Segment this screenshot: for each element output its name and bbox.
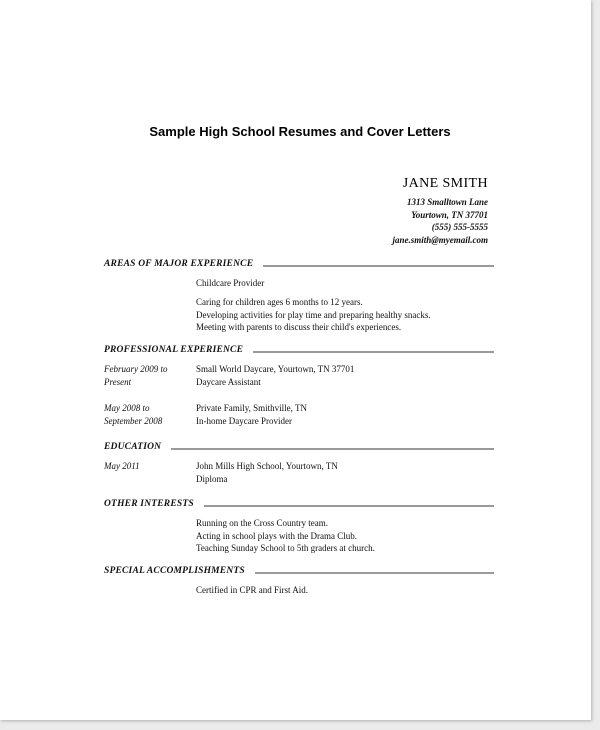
list-item: Teaching Sunday School to 5th graders at church.	[196, 543, 375, 553]
areas-bullets	[196, 296, 496, 334]
list-item: Running on the Cross Country team.	[196, 518, 328, 528]
section-divider	[171, 448, 494, 450]
job-dates-start: May 2008 to	[104, 403, 150, 413]
section-heading-education	[104, 440, 494, 454]
job-dates-end: September 2008	[104, 415, 163, 426]
job-details	[196, 363, 496, 388]
email-address: jane.smith@myemail.com	[392, 234, 488, 245]
accomplishments-list	[196, 584, 496, 597]
list-item: Certified in CPR and First Aid.	[196, 585, 309, 595]
job-dates-end: Present	[104, 376, 132, 387]
education-credential: Diploma	[196, 473, 228, 484]
interests-list	[196, 517, 496, 555]
list-item: Acting in school plays with the Drama Club.	[196, 530, 357, 541]
job-title: Daycare Assistant	[196, 376, 261, 387]
phone-number: (555) 555-5555	[431, 222, 488, 232]
contact-block	[393, 176, 488, 246]
section-heading-interests	[104, 497, 494, 511]
section-heading-label: SPECIAL ACCOMPLISHMENTS	[104, 566, 245, 576]
section-divider	[253, 351, 494, 353]
address-line-1: 1313 Smalltown Lane	[406, 197, 488, 207]
section-heading-label: PROFESSIONAL EXPERIENCE	[104, 345, 244, 355]
section-divider	[255, 572, 494, 574]
section-divider	[263, 265, 494, 267]
address-line-2: Yourtown, TN 37701	[411, 209, 488, 220]
applicant-name: JANE SMITH	[402, 176, 488, 191]
list-item: Caring for children ages 6 months to 12 years.	[196, 297, 363, 307]
section-heading-accomplishments	[104, 564, 494, 578]
section-heading-label: EDUCATION	[104, 442, 162, 452]
list-item: Meeting with parents to discuss their child's experiences.	[196, 322, 402, 332]
section-heading-professional	[104, 343, 494, 357]
areas-role: Childcare Provider	[196, 278, 265, 288]
job-title: In-home Daycare Provider	[196, 415, 292, 426]
job-employer: Private Family, Smithville, TN	[196, 403, 307, 413]
section-heading-label: AREAS OF MAJOR EXPERIENCE	[104, 259, 254, 269]
education-details	[196, 460, 496, 485]
education-school: John Mills High School, Yourtown, TN	[196, 461, 338, 471]
section-divider	[204, 505, 494, 507]
job-dates	[104, 402, 192, 427]
job-employer: Small World Daycare, Yourtown, TN 37701	[196, 364, 355, 374]
job-details	[196, 402, 496, 427]
job-dates-start: February 2009 to	[104, 364, 168, 374]
section-heading-areas	[104, 257, 494, 271]
education-date: May 2011	[104, 461, 140, 471]
section-heading-label: OTHER INTERESTS	[104, 499, 194, 509]
job-dates	[104, 363, 192, 388]
list-item: Developing activities for play time and preparing healthy snacks.	[196, 309, 431, 320]
document-title: Sample High School Resumes and Cover Letters	[149, 124, 451, 139]
